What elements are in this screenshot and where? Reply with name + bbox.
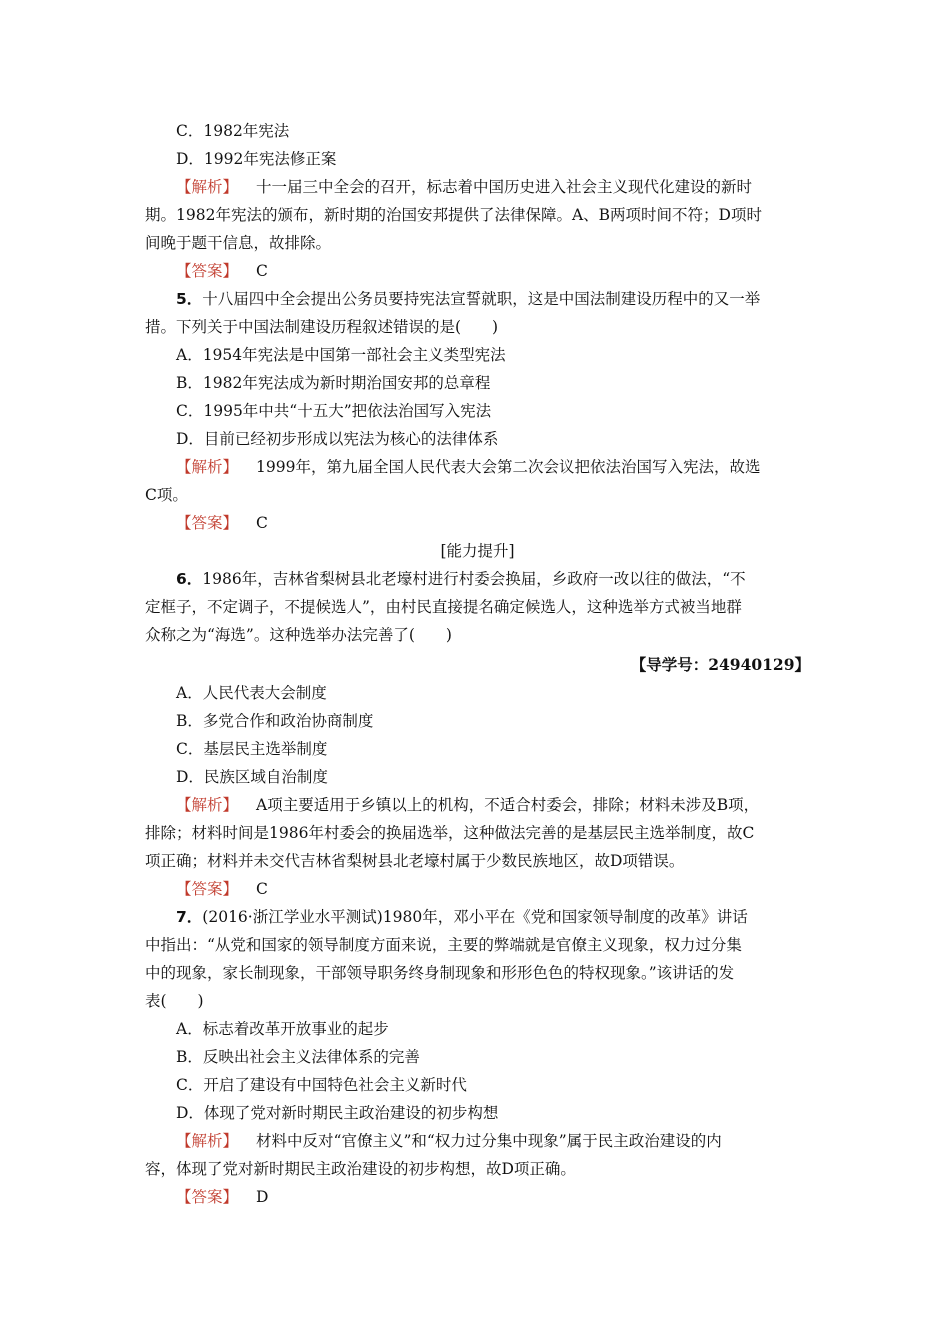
stem-text: 1986年，吉林省梨树县北老壕村进行村委会换届，乡政府一改以往的做法，“不: [202, 570, 746, 588]
answer-value: C: [256, 262, 268, 280]
analysis-line: 项正确；材料并未交代吉林省梨树县北老壕村属于少数民族地区，故D项错误。: [145, 852, 685, 870]
stem-line: 定框子，不定调子，不提候选人”，由村民直接提名确定候选人，这种选举方式被当地群: [145, 598, 742, 616]
question-7: [145, 903, 810, 1211]
analysis-line: [145, 791, 810, 819]
question-stem: [145, 565, 810, 593]
analysis-line: C项。: [145, 486, 188, 504]
analysis-text: A项主要适用于乡镇以上的机构，不适合村委会，排除；材料未涉及B项，: [256, 796, 760, 814]
answer-line: [145, 257, 810, 285]
analysis-label: 【解析】: [176, 458, 239, 476]
document-page: [145, 117, 810, 1211]
question-5: [145, 285, 810, 537]
analysis-line: 排除；材料时间是1986年村委会的换届选举，这种做法完善的是基层民主选举制度，故C: [145, 824, 755, 842]
analysis-line: 容，体现了党对新时期民主政治建设的初步构想，故D项正确。: [145, 1160, 576, 1178]
analysis-line: 期。1982年宪法的颁布，新时期的治国安邦提供了法律保障。A、B两项时间不符；D项时: [145, 206, 762, 224]
stem-line: 中的现象，家长制现象，干部领导职务终身制现象和形形色色的特权现象。”该讲话的发: [145, 964, 735, 982]
question-4-tail: [145, 117, 810, 285]
question-number: 7．: [176, 908, 203, 926]
stem-line: 中指出：“从党和国家的领导制度方面来说，主要的弊端就是官僚主义现象，权力过分集: [145, 936, 742, 954]
stem-text: (2016·浙江学业水平测试)1980年，邓小平在《党和国家领导制度的改革》讲话: [202, 908, 748, 926]
stem-line: 表( ): [145, 992, 204, 1010]
question-stem: [145, 903, 810, 931]
answer-value: C: [256, 880, 268, 898]
option-a: A．人民代表大会制度: [176, 684, 327, 702]
analysis-line: [145, 1127, 810, 1155]
answer-line: [145, 1183, 810, 1211]
option-d: D．体现了党对新时期民主政治建设的初步构想: [176, 1104, 499, 1122]
analysis-line: [145, 173, 810, 201]
option-c: C．1982年宪法: [176, 122, 290, 140]
option-d: D．目前已经初步形成以宪法为核心的法律体系: [176, 430, 499, 448]
stem-line: 众称之为“海选”。这种选举办法完善了( ): [145, 626, 452, 644]
question-number: 6．: [176, 570, 203, 588]
option-c: C．基层民主选举制度: [176, 740, 328, 758]
stem-text: 十八届四中全会提出公务员要持宪法宣誓就职，这是中国法制建设历程中的又一举: [202, 290, 761, 308]
analysis-text: 1999年，第九届全国人民代表大会第二次会议把依法治国写入宪法，故选: [256, 458, 761, 476]
option-c: C．1995年中共“十五大”把依法治国写入宪法: [176, 402, 492, 420]
option-d: D．民族区域自治制度: [176, 768, 328, 786]
answer-label: 【答案】: [176, 262, 239, 280]
answer-label: 【答案】: [176, 1188, 239, 1206]
analysis-line: [145, 453, 810, 481]
analysis-label: 【解析】: [176, 178, 239, 196]
question-6: [145, 565, 810, 903]
analysis-label: 【解析】: [176, 1132, 239, 1150]
option-b: B．反映出社会主义法律体系的完善: [176, 1048, 420, 1066]
answer-line: [145, 875, 810, 903]
option-a: A．标志着改革开放事业的起步: [176, 1020, 389, 1038]
answer-label: 【答案】: [176, 880, 239, 898]
option-c: C．开启了建设有中国特色社会主义新时代: [176, 1076, 467, 1094]
answer-line: [145, 509, 810, 537]
analysis-line: 间晚于题干信息，故排除。: [145, 234, 332, 252]
answer-label: 【答案】: [176, 514, 239, 532]
answer-value: C: [256, 514, 268, 532]
option-d: D．1992年宪法修正案: [176, 150, 337, 168]
option-a: A．1954年宪法是中国第一部社会主义类型宪法: [176, 346, 506, 364]
answer-value: D: [256, 1188, 269, 1206]
question-number: 5．: [176, 290, 203, 308]
analysis-text: 材料中反对“官僚主义”和“权力过分集中现象”属于民主政治建设的内: [256, 1132, 722, 1150]
analysis-text: 十一届三中全会的召开，标志着中国历史进入社会主义现代化建设的新时: [256, 178, 753, 196]
section-title: [能力提升]: [440, 542, 515, 560]
analysis-label: 【解析】: [176, 796, 239, 814]
option-b: B．1982年宪法成为新时期治国安邦的总章程: [176, 374, 491, 392]
guide-number: 【导学号：24940129】: [630, 655, 810, 674]
option-b: B．多党合作和政治协商制度: [176, 712, 374, 730]
stem-line: 措。下列关于中国法制建设历程叙述错误的是( ): [145, 318, 499, 336]
question-stem: [145, 285, 810, 313]
